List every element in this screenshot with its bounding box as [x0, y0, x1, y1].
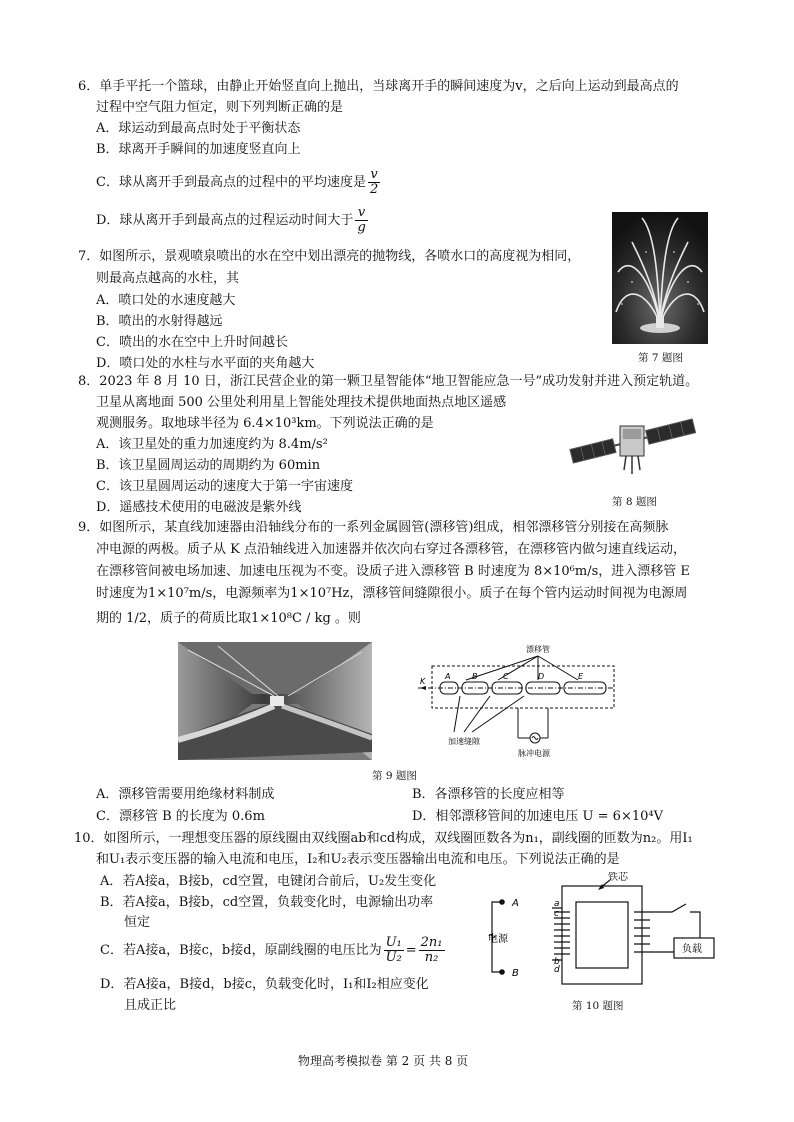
terminal-b-upper: B: [512, 968, 519, 979]
q6-option-a: A．球运动到最高点时处于平衡状态: [96, 121, 301, 136]
q10-option-d-line2: 且成正比: [124, 998, 177, 1013]
label-drift-tubes: 漂移管: [526, 645, 550, 654]
label-b: B: [472, 672, 478, 681]
q10-stem-line2: 和U₁表示变压器的输入电流和电压，I₂和U₂表示变压器输出电流和电压。下列说法正确的是: [96, 852, 620, 867]
q7-stem-line2: 则最高点越高的水柱，其: [96, 271, 240, 286]
q8-option-a: A．该卫星处的重力加速度约为 8.4m/s²: [96, 437, 328, 452]
q6-stem-line1: 6．单手平托一个篮球，由静止开始竖直向上抛出，当球离开手的瞬间速度为v，之后向上运动到最高点的: [78, 79, 679, 94]
q9-stem-line4: 时速度为1×10⁷m/s，电源频率为1×10⁷Hz，漂移管间缝隙很小。质子在每个管内运动时间视为电源周: [96, 586, 688, 601]
label-k: K: [420, 677, 426, 686]
label-iron-core: 铁芯: [608, 872, 628, 883]
drift-tube-diagram: [418, 640, 618, 760]
accelerator-photo: [178, 642, 372, 760]
q9-option-a: A．漂移管需要用绝缘材料制成: [96, 787, 275, 802]
q8-option-c: C．该卫星圆周运动的速度大于第一宇宙速度: [96, 479, 353, 494]
terminal-a-upper: A: [512, 898, 519, 909]
label-gap: 加速缝隙: [448, 737, 480, 746]
q8-option-d: D．遥感技术使用的电磁波是紫外线: [96, 500, 302, 515]
q6-option-c: C．球从离开手到最高点的过程中的平均速度是 $\frac{v}{2}$: [96, 167, 379, 197]
q7-option-c: C．喷出的水在空中上升时间越长: [96, 335, 288, 350]
fountain-image: [612, 212, 708, 344]
q6-stem-line2: 过程中空气阻力恒定，则下列判断正确的是: [96, 100, 344, 115]
q8-stem-line3: 观测服务。取地球半径为 6.4×10³km。下列说法正确的是: [96, 416, 434, 431]
q6-d-fraction: $\frac{v}{g}$: [357, 205, 366, 235]
q8-stem-line1: 8．2023 年 8 月 10 日，浙江民营企业的第一颗卫星智能体“地卫智能应急一号”成功发射并进入预定轨道。: [78, 374, 699, 389]
q9-option-d: D．相邻漂移管间的加速电压 U = 6×10⁴V: [412, 809, 663, 824]
q9-option-b: B．各漂移管的长度应相等: [412, 787, 565, 802]
transformer-diagram: [462, 872, 724, 990]
terminal-b: b: [554, 957, 560, 967]
q10-option-d-line1: D．若A接a，B接d，b接c，负载变化时，I₁和I₂相应变化: [100, 977, 429, 992]
label-load: 负载: [682, 944, 702, 955]
q7-option-b: B．喷出的水射得越远: [96, 314, 223, 329]
q8-caption: 第 8 题图: [612, 496, 657, 508]
q9-stem-line2: 冲电源的两极。质子从 K 点沿轴线进入加速器并依次向右穿过各漂移管，在漂移管内做匀速直线运动，: [96, 542, 686, 557]
q6-option-b: B．球离开手瞬间的加速度竖直向上: [96, 142, 301, 157]
q8-option-b: B．该卫星圆周运动的周期约为 60min: [96, 458, 321, 473]
q7-caption: 第 7 题图: [638, 352, 683, 364]
q10-caption: 第 10 题图: [572, 1000, 624, 1012]
label-pulse-source: 脉冲电源: [518, 749, 550, 758]
q8-stem-line2: 卫星从离地面 500 公里处利用星上智能处理技术提供地面热点地区遥感: [96, 395, 507, 410]
label-source: 电源: [488, 934, 508, 945]
q10-option-b-line2: 恒定: [124, 915, 151, 930]
q7-option-a: A．喷口处的水速度越大: [96, 293, 236, 308]
label-e: E: [578, 672, 584, 681]
terminal-c: c: [554, 909, 559, 919]
terminal-a: a: [554, 899, 560, 909]
q9-caption: 第 9 题图: [372, 770, 417, 782]
q9-stem-line1: 9．如图所示，某直线加速器由沿轴线分布的一系列金属圆管(漂移管)组成，相邻漂移管分别接在高频脉: [78, 520, 669, 535]
q9-stem-line3: 在漂移管间被电场加速、加速电压视为不变。设质子进入漂移管 B 时速度为 8×10⁶m/s，进入漂移管 E: [96, 564, 690, 579]
q10-option-b-line1: B．若A接a，B接b，cd空置，负载变化时，电源输出功率: [100, 895, 434, 910]
label-c: C: [503, 672, 509, 681]
terminal-d: d: [554, 965, 560, 975]
satellite-image: [568, 398, 698, 486]
q10-c-left-fraction: $\frac{\text{U₁}}{\text{U₂}}$: [385, 935, 402, 965]
q6-c-fraction: $\frac{v}{2}$: [369, 167, 379, 197]
q10-option-a: A．若A接a，B接b，cd空置，电键闭合前后，U₂发生变化: [100, 874, 437, 889]
q9-option-c: C．漂移管 B 的长度为 0.6m: [96, 809, 265, 824]
q10-option-c: C．若A接a，B接c，b接d，原副线圈的电压比为 $\frac{\text{U₁}}{\text{U₂}}$ = $\frac{\text{2n₁}}{\text{n₂}}$: [100, 935, 443, 965]
label-a: A: [445, 672, 451, 681]
q6-option-d: D．球从离开手到最高点的过程运动时间大于 $\frac{v}{g}$: [96, 205, 366, 235]
q7-option-d: D．喷口处的水柱与水平面的夹角越大: [96, 356, 315, 371]
q10-c-right-fraction: $\frac{\text{2n₁}}{\text{n₂}}$: [420, 935, 443, 965]
page-footer: 物理高考模拟卷 第 2 页 共 8 页: [298, 1054, 469, 1068]
label-d: D: [538, 672, 545, 681]
q7-stem-line1: 7．如图所示，景观喷泉喷出的水在空中划出漂亮的抛物线，各喷水口的高度视为相同，: [78, 249, 581, 264]
q9-stem-line5: 期的 1/2，质子的荷质比取1×10⁸C / kg 。则: [96, 611, 361, 626]
q10-stem-line1: 10．如图所示，一理想变压器的原线圈由双线圈ab和cd构成，双线圈匝数各为n₁，副线圈的匝数为n₂。用I₁: [74, 831, 693, 846]
